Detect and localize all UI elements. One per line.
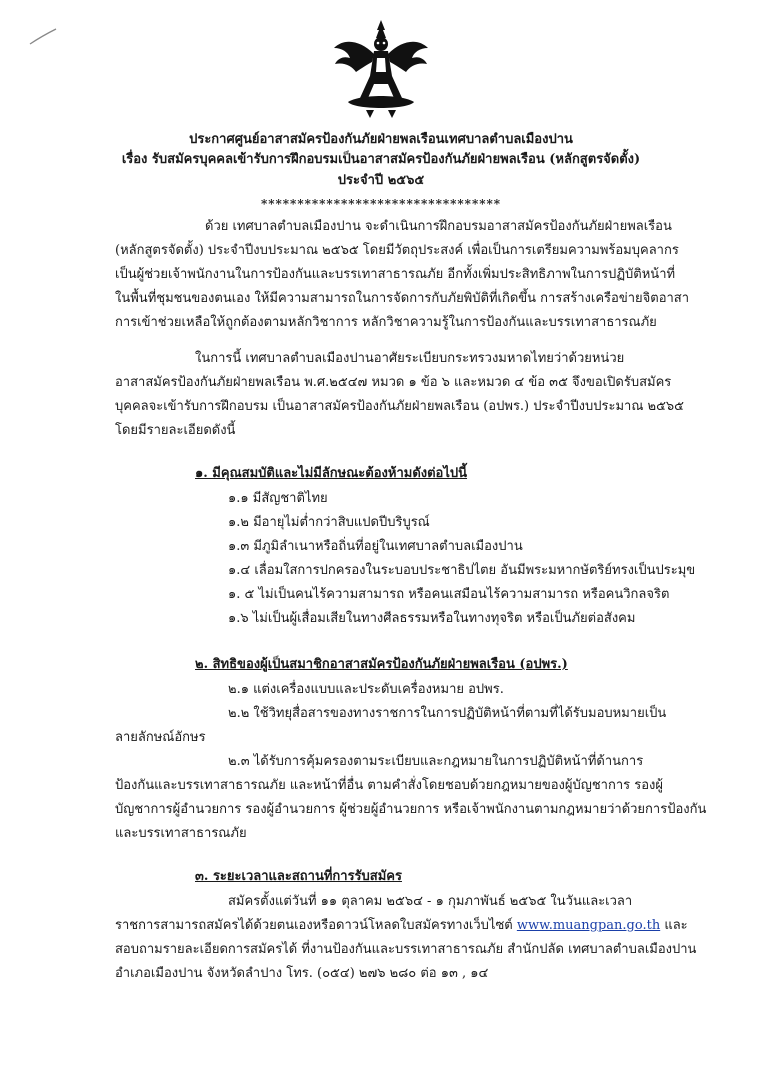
website-link[interactable]: www.muangpan.go.th bbox=[516, 918, 661, 933]
list-item: ๑.๑ มีสัญชาติไทย bbox=[228, 491, 328, 506]
announcement-subject: เรื่อง รับสมัครบุคคลเข้ารับการฝึกอบรมเป็นอาสาสมัครป้องกันภัยฝ่ายพลเรือน (หลักสูตรจัดตั้ง) bbox=[121, 152, 641, 167]
list-item-continued: บัญชาการผู้อำนวยการ รองผู้อำนวยการ ผู้ช่วยผู้อำนวยการ หรือเจ้าพนักงานตามกฎหมายว่าด้วยการป้องกัน bbox=[115, 802, 707, 817]
list-item: ๑.๓ มีภูมิลำเนาหรือถิ่นที่อยู่ในเทศบาลตำบลเมืองปาน bbox=[228, 539, 523, 554]
list-item: ๑.๖ ไม่เป็นผู้เสื่อมเสียในทางศีลธรรมหรือในทางทุจริต หรือเป็นภัยต่อสังคม bbox=[228, 611, 636, 626]
paragraph-line: สมัครตั้งแต่วันที่ ๑๑ ตุลาคม ๒๕๖๔ - ๑ กุมภาพันธ์ ๒๕๖๕ ในวันและเวลา bbox=[228, 894, 633, 909]
paragraph-line: การเข้าช่วยเหลือให้ถูกต้องตามหลักวิชาการ หลักวิชาความรู้ในการป้องกันและบรรเทาสาธารณภัย bbox=[115, 315, 657, 330]
paragraph-line: ในพื้นที่ชุมชนของตนเอง ให้มีความสามารถในการจัดการกับภัยพิบัติที่เกิดขึ้น การสร้างเครือข่ายจิตอาสา bbox=[115, 291, 690, 306]
paragraph-line: สอบถามรายละเอียดการสมัครได้ ที่งานป้องกันและบรรเทาสาธารณภัย สำนักปลัด เทศบาลตำบลเมืองปาน bbox=[115, 942, 697, 957]
list-item: ๑.๒ มีอายุไม่ต่ำกว่าสิบแปดปีบริบูรณ์ bbox=[228, 515, 430, 530]
list-item: ๑. ๕ ไม่เป็นคนไร้ความสามารถ หรือคนเสมือนไร้ความสามารถ หรือคนวิกลจริต bbox=[228, 587, 670, 602]
paragraph-text: และ bbox=[660, 918, 688, 933]
section-heading: ๓. ระยะเวลาและสถานที่การรับสมัคร bbox=[195, 869, 402, 884]
list-item: ๒.๒ ใช้วิทยุสื่อสารของทางราชการในการปฏิบัติหน้าที่ตามที่ได้รับมอบหมายเป็น bbox=[228, 706, 667, 721]
paragraph-line: ในการนี้ เทศบาลตำบลเมืองปานอาศัยระเบียบกระทรวงมหาดไทยว่าด้วยหน่วย bbox=[195, 351, 625, 366]
list-item: ๒.๓ ได้รับการคุ้มครองตามระเบียบและกฎหมายในการปฏิบัติหน้าที่ด้านการ bbox=[228, 754, 644, 769]
list-item: ๑.๔ เลื่อมใสการปกครองในระบอบประชาธิปไตย อันมีพระมหากษัตริย์ทรงเป็นประมุข bbox=[228, 563, 696, 578]
paragraph-line bbox=[115, 917, 688, 935]
paragraph-line: อำเภอเมืองปาน จังหวัดลำปาง โทร. (๐๕๔) ๒๗๖ ๒๘๐ ต่อ ๑๓ , ๑๔ bbox=[115, 966, 489, 981]
announcement-year: ประจำปี ๒๕๖๕ bbox=[337, 173, 425, 188]
section-heading: ๒. สิทธิของผู้เป็นสมาชิกอาสาสมัครป้องกันภัยฝ่ายพลเรือน (อปพร.) bbox=[195, 657, 568, 672]
list-item-continued: ป้องกันและบรรเทาสาธารณภัย และหน้าที่อื่น ตามคำสั่งโดยชอบด้วยกฎหมายของผู้บัญชาการ รองผู้ bbox=[115, 778, 664, 793]
paragraph-line: บุคคลจะเข้ารับการฝึกอบรม เป็นอาสาสมัครป้องกันภัยฝ่ายพลเรือน (อปพร.) ประจำปีงบประมาณ ๒๕๖๕ bbox=[115, 399, 685, 414]
list-item-continued: ลายลักษณ์อักษร bbox=[115, 730, 206, 745]
paragraph-line: (หลักสูตรจัดตั้ง) ประจำปีงบประมาณ ๒๕๖๕ โดยมีวัตถุประสงค์ เพื่อเป็นการเตรียมความพร้อมบุคลากร bbox=[115, 243, 679, 258]
paragraph-text: ราชการสามารถสมัครได้ด้วยตนเองหรือดาวน์โหลดใบสมัครทางเว็บไซต์ bbox=[115, 918, 517, 933]
paragraph-line: อาสาสมัครป้องกันภัยฝ่ายพลเรือน พ.ศ.๒๕๔๗ หมวด ๑ ข้อ ๖ และหมวด ๔ ข้อ ๓๕ จึงขอเปิดรับสมัคร bbox=[115, 375, 672, 390]
paragraph-line: เป็นผู้ช่วยเจ้าพนักงานในการป้องกันและบรรเทาสาธารณภัย อีกทั้งเพิ่มประสิทธิภาพในการปฏิบัติหน้าที่ bbox=[115, 267, 676, 282]
paragraph-line: โดยมีรายละเอียดดังนี้ bbox=[115, 423, 236, 438]
section-heading: ๑. มีคุณสมบัติและไม่มีลักษณะต้องห้ามดังต่อไปนี้ bbox=[195, 466, 468, 481]
garuda-emblem-icon bbox=[330, 18, 432, 120]
list-item-continued: และบรรเทาสาธารณภัย bbox=[115, 826, 247, 841]
announcement-title: ประกาศศูนย์อาสาสมัครป้องกันภัยฝ่ายพลเรือนเทศบาลตำบลเมืองปาน bbox=[189, 132, 573, 147]
pen-mark-icon bbox=[28, 26, 58, 46]
paragraph-line: ด้วย เทศบาลตำบลเมืองปาน จะดำเนินการฝึกอบรมอาสาสมัครป้องกันภัยฝ่ายพลเรือน bbox=[205, 219, 672, 234]
list-item: ๒.๑ แต่งเครื่องแบบและประดับเครื่องหมาย อปพร. bbox=[228, 682, 504, 697]
decorative-divider: ********************************* bbox=[260, 197, 502, 211]
